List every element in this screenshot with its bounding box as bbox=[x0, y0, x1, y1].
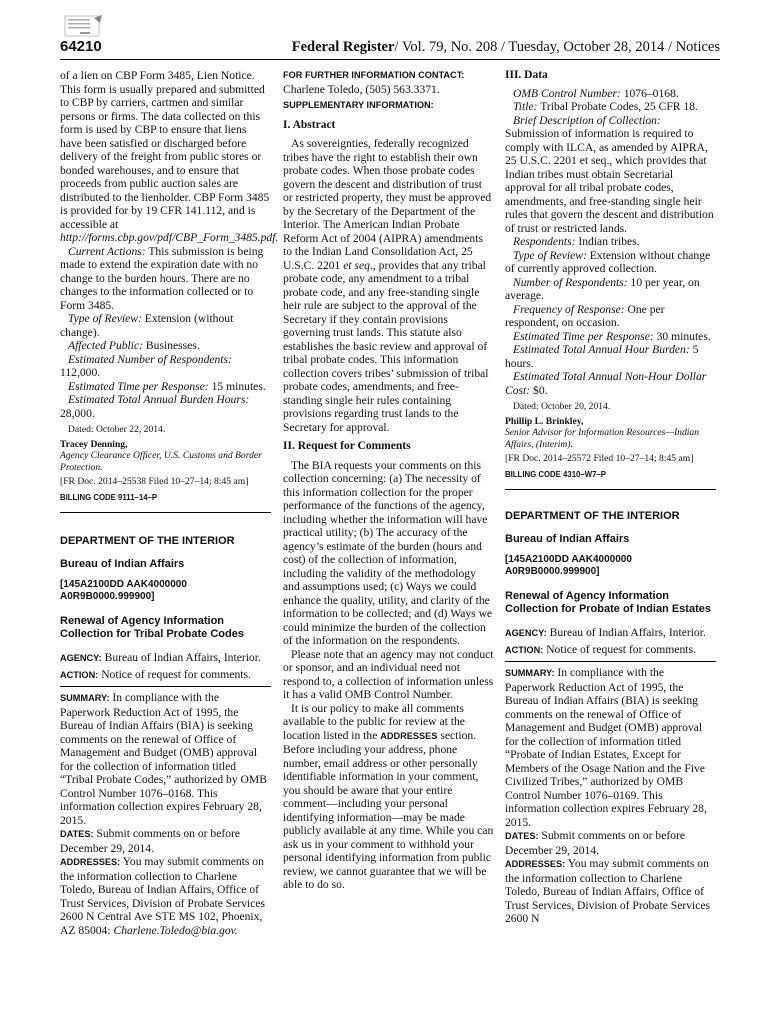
notice-title: Renewal of Agency Information Collection for Tribal Probate Codes bbox=[60, 615, 244, 640]
contact-email-link[interactable]: Charlene.Toledo@bia.gov. bbox=[113, 923, 238, 937]
abstract-heading: I. Abstract bbox=[283, 118, 336, 131]
bureau-heading-3: Bureau of Indian Affairs bbox=[505, 533, 630, 545]
est-time-per-response: Estimated Time per Response: 15 minutes. bbox=[68, 379, 266, 393]
fr-doc-line: [FR Doc. 2014–25538 Filed 10–27–14; 8:45 am] bbox=[60, 476, 249, 487]
column-3 bbox=[505, 69, 716, 926]
brief-description: Brief Description of Collection: Submission of information is required to comply with ILCA, as amended by AIPRA, 25 U.S.C. 2201 et seq., which provides that Indian tribes must obtain Secretarial approval for all tribal probate codes, amendments, and free-standing single heir rules that govern the descent and distribution of trust or restricted lands. bbox=[505, 113, 714, 235]
action-line: ACTION: Notice of request for comments. bbox=[60, 667, 251, 681]
summary-separator-3 bbox=[505, 661, 716, 662]
time-per-response-3: Estimated Time per Response: 30 minutes. bbox=[513, 329, 711, 343]
supplementary-info-label: SUPPLEMENTARY INFORMATION: bbox=[283, 100, 434, 110]
department-heading-3: DEPARTMENT OF THE INTERIOR bbox=[505, 510, 680, 522]
affected-public: Affected Public: Businesses. bbox=[68, 339, 200, 352]
agency-line: AGENCY: Bureau of Indian Affairs, Interior. bbox=[60, 651, 261, 664]
type-of-review: Type of Review: Extension (without change). bbox=[60, 312, 234, 339]
signer-name-3: Phillip L. Brinkley, bbox=[505, 415, 584, 427]
addresses-paragraph-3: ADDRESSES: You may submit comments on the information collection to Charlene Toledo, Bureau of Indian Affairs, Office of Trust Services, Division of Probate Services 2600 N bbox=[505, 857, 711, 925]
page-number: 64210 bbox=[60, 38, 102, 55]
docket-number-3: [145A2100DD AAK4000000 A0R9B0000.999900] bbox=[505, 554, 632, 577]
dates-paragraph-3: DATES: Submit comments on or before December 29, 2014. bbox=[505, 829, 686, 857]
summary-paragraph-3: SUMMARY: In compliance with the Paperwork Reduction Act of 1995, the Bureau of Indian Affairs (BIA) is seeking comments on the renewal of Office of Management and Budget (OMB) approval for the collection of information titled “Probate of Indian Estates, Except for Members of the Osage Nation and the Five Civilized Tribes,” authorized by OMB Control Number 1076–0169. This information collection expires February 28, 2015. bbox=[505, 666, 707, 829]
summary-paragraph: SUMMARY: In compliance with the Paperwork Reduction Act of 1995, the Bureau of Indian Affairs (BIA) is seeking comments on the renewal of Office of Management and Budget (OMB) approval for the collection of information titled “Tribal Probate Codes,” authorized by OMB Control Number 1076–0168. This information collection expires February 28, 2015. bbox=[60, 691, 267, 827]
action-line-3: ACTION: Notice of request for comments. bbox=[505, 642, 696, 656]
agency-line-3: AGENCY: Bureau of Indian Affairs, Interior. bbox=[505, 626, 706, 639]
frequency-of-response: Frequency of Response: One per respondent, on occasion. bbox=[505, 302, 665, 329]
abstract-paragraph: As sovereignties, federally recognized tribes have the right to establish their own probate codes. When those probate codes govern the descent and distribution of trust or restricted property, they must be approved by the Secretary of the Department of the Interior. The American Indian Probate Reform Act of 2004 (AIPRA) amendments to the Indian Land Consolidation Act, 25 U.S.C. 2201 et seq., provides that any tribal probate code, any amendment to a tribal probate code, and any free-standing single heir rule are subject to the approval of the Secretary if they contain provisions governing trust lands. This statute also establishes the basic review and approval of tribal probate codes. This information collection covers tribes’ submission of tribal probate codes, amendments, and free-standing single heir rules containing provisions regarding trust lands to the Secretary for approval. bbox=[283, 137, 492, 434]
col1-paragraph-1: of a lien on CBP Form 3485, Lien Notice. This form is usually prepared and submitted to CBP by carriers, cartmen and similar persons or firms. The data collected on this form is used by CBP to ensure that liens have been satisfied or discharged before delivery of the freight from public stores or bonded warehouses, and to ensure that proceeds from public auction sales are distributed to the lienholder. CBP Form 3485 is provided for by 19 CFR 141.112, and is accessible at http://forms.cbp.gov/pdf/CBP_Form_3485.pdf. bbox=[60, 69, 279, 244]
est-total-burden: Estimated Total Annual Burden Hours: 28,000. bbox=[60, 393, 250, 420]
issue-info: / Vol. 79, No. 208 / Tuesday, October 28, 2014 / Notices bbox=[394, 39, 720, 55]
request-paragraph-1: The BIA requests your comments on this collection concerning: (a) The necessity of this information collection for the proper performance of the functions of the agency, including whether the information will have practical utility; (b) The accuracy of the agency’s estimate of the burden (hours and cost) of the collection of information, including the validity of the methodology and assumptions used; (c) Ways we could enhance the quality, utility, and clarity of the information to be collected; and (d) Ways we could minimize the burden of the collection of the information on the respondents. bbox=[283, 458, 493, 647]
docket-number: [145A2100DD AAK4000000 A0R9B0000.999900] bbox=[60, 579, 187, 602]
dated-line: Dated: October 22, 2014. bbox=[68, 424, 166, 435]
signer-title: Agency Clearance Officer, U.S. Customs and Border Protection. bbox=[60, 450, 262, 473]
notice-separator bbox=[60, 512, 271, 513]
omb-control-number: OMB Control Number: 1076–0168. bbox=[513, 86, 679, 100]
est-number-respondents: Estimated Number of Respondents: 112,000. bbox=[60, 352, 232, 379]
respondents: Respondents: Indian tribes. bbox=[513, 235, 640, 248]
current-actions: Current Actions: This submission is being made to extend the expiration date with no change to the burden hours. There are no changes to the information collected or to Form 3485. bbox=[60, 244, 264, 312]
number-of-respondents: Number of Respondents: 10 per year, on average. bbox=[505, 275, 700, 302]
running-head bbox=[292, 39, 720, 56]
annual-non-hour-cost: Estimated Total Annual Non-Hour Dollar Cost: $0. bbox=[505, 370, 707, 397]
summary-separator bbox=[60, 686, 271, 687]
further-info-contact: Charlene Toledo, (505) 563.3371. bbox=[283, 82, 440, 96]
fr-doc-line-3: [FR Doc. 2014–25572 Filed 10–27–14; 8:45 am] bbox=[505, 453, 694, 464]
cbp-form-link[interactable]: http://forms.cbp.gov/pdf/CBP_Form_3485.pdf. bbox=[60, 231, 279, 244]
billing-code: BILLING CODE 9111–14–P bbox=[60, 492, 158, 502]
notice-title-3: Renewal of Agency Information Collection for Probate of Indian Estates bbox=[505, 590, 711, 615]
data-heading: III. Data bbox=[505, 69, 548, 81]
dated-line-3: Dated: October 20, 2014. bbox=[513, 401, 611, 412]
addresses-paragraph: ADDRESSES: You may submit comments on the information collection to Charlene Toledo, Bureau of Indian Affairs, Office of Trust Services, Division of Probate Services 2600 N Central Ave STE MS 102, Phoenix, AZ 85004: Charlene.Toledo@bia.gov. bbox=[60, 855, 266, 937]
further-info-label: FOR FURTHER INFORMATION CONTACT: bbox=[283, 70, 465, 80]
type-of-review-3: Type of Review: Extension without change of currently approved collection. bbox=[505, 248, 711, 275]
dates-paragraph: DATES: Submit comments on or before December 29, 2014. bbox=[60, 827, 241, 855]
request-paragraph-2: Please note that an agency may not conduct or sponsor, and an individual need not respond to, a collection of information unless it has a valid OMB Control Number. bbox=[283, 647, 494, 701]
department-heading: DEPARTMENT OF THE INTERIOR bbox=[60, 535, 235, 547]
signer-title-3: Senior Advisor for Information Resources—Indian Affairs, (Interim). bbox=[505, 427, 699, 450]
notice-separator-3 bbox=[505, 489, 716, 490]
bureau-heading: Bureau of Indian Affairs bbox=[60, 558, 185, 570]
request-paragraph-3: It is our policy to make all comments available to the public for review at the location listed in the ADDRESSES section. Before including your address, phone number, email address or other personally identifiable information in your comment, you should be aware that your entire comment—including your personal identifying information—may be made publicly available at any time. While you can ask us in your comment to withhold your personal identifying information from public review, we cannot guarantee that we will be able to do so. bbox=[283, 701, 494, 891]
header-rule bbox=[60, 59, 720, 60]
billing-code-3: BILLING CODE 4310–W7–P bbox=[505, 469, 606, 479]
collection-title: Title: Tribal Probate Codes, 25 CFR 18. bbox=[513, 100, 698, 113]
publication-name: Federal Register bbox=[291, 39, 395, 55]
column-2 bbox=[283, 69, 494, 892]
request-heading: II. Request for Comments bbox=[283, 440, 411, 452]
annual-hour-burden: Estimated Total Annual Hour Burden: 5 hours. bbox=[505, 343, 699, 370]
column-1 bbox=[60, 69, 279, 937]
signer-name: Tracey Denning, bbox=[60, 438, 128, 450]
